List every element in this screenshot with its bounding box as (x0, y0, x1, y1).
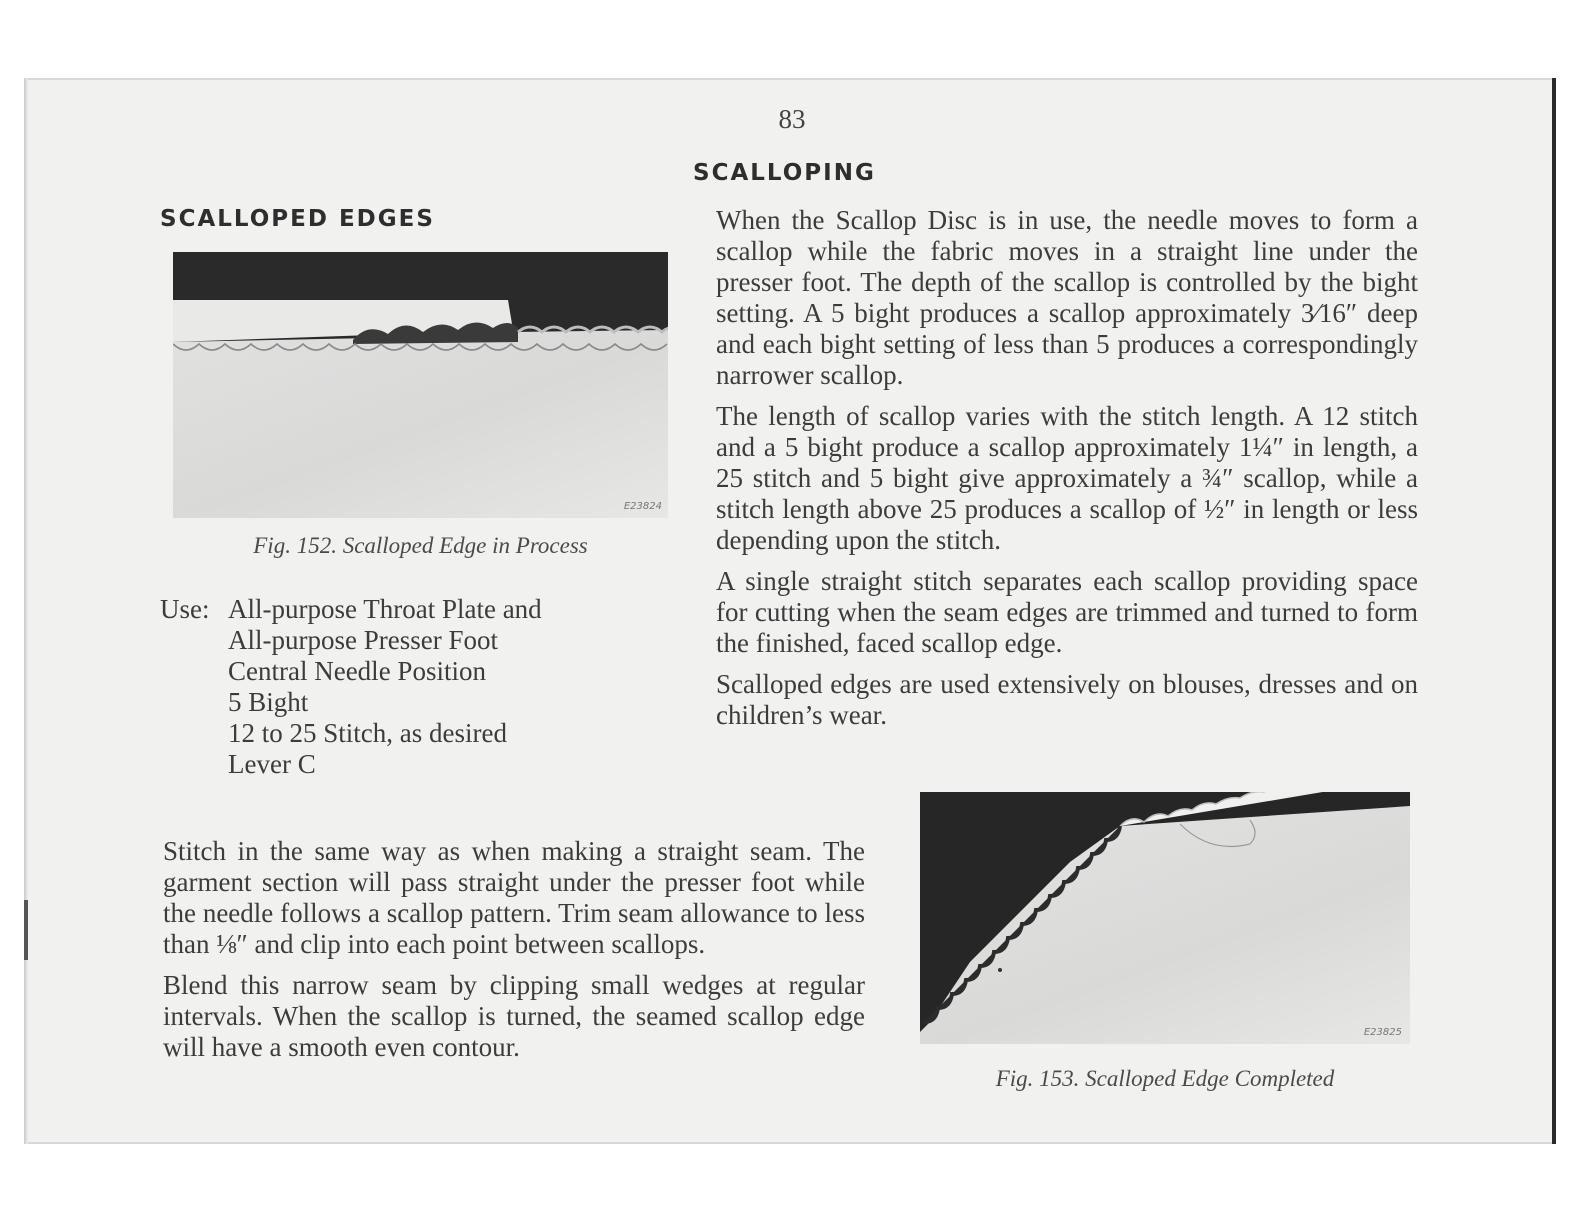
figure-153-code: E23825 (1363, 1027, 1402, 1038)
figure-152-photo (173, 252, 668, 518)
use-item: 5 Bight (228, 687, 309, 717)
use-list (228, 594, 688, 780)
page-number: 83 (778, 104, 806, 134)
figure-152-illustration (173, 252, 668, 518)
paragraph: A single straight stitch separates each scallop providing space for cutting when the seam edges are trimmed and turned to form the finished, faced scallop edge. (716, 566, 1418, 658)
use-item: 12 to 25 Stitch, as desired (228, 718, 507, 748)
stitching-instructions (163, 836, 865, 1073)
paragraph: Scalloped edges are used extensively on blouses, dresses and on children’s wear. (716, 669, 1418, 730)
figure-152-code: E23824 (623, 501, 662, 512)
page-left-edge (24, 78, 28, 1144)
heading-scalloped-edges: SCALLOPED EDGES (160, 206, 435, 232)
figure-153-photo (920, 792, 1410, 1044)
use-item: Lever C (228, 749, 316, 779)
page-right-edge (1552, 78, 1556, 1144)
use-item: All-purpose Throat Plate and (228, 594, 542, 624)
page-edge-mark (24, 900, 28, 960)
figure-153-caption: Fig. 153. Scalloped Edge Completed (995, 1066, 1335, 1091)
use-item: Central Needle Position (228, 656, 486, 686)
paragraph: Blend this narrow seam by clipping small wedges at regular intervals. When the scallop is turned, the seamed scallop edge will have a smooth even contour. (163, 970, 865, 1062)
use-item: All-purpose Presser Foot (228, 625, 498, 655)
use-label: Use: (160, 594, 210, 624)
figure-153-illustration (920, 792, 1410, 1044)
scalloping-text (716, 205, 1418, 741)
paragraph: When the Scallop Disc is in use, the needle moves to form a scallop while the fabric moves in a straight line under the presser foot. The depth of the scallop is controlled by the bight setting. A 5 bight produces a scallop approximately 3⁄16″ deep and each bight setting of less than 5 produces a correspondingly narrower scallop. (716, 205, 1418, 390)
paragraph: Stitch in the same way as when making a straight seam. The garment section will pass straight under the presser foot while the needle follows a scallop pattern. Trim seam allowance to less than ⅛″ and clip into each point between scallops. (163, 836, 865, 959)
paragraph: The length of scallop varies with the stitch length. A 12 stitch and a 5 bight produce a scallop approximately 1¼″ in length, a 25 stitch and 5 bight give approximately a ¾″ scallop, while a stitch length above 25 produces a scallop of ½″ in length or less depending upon the stitch. (716, 401, 1418, 555)
heading-scalloping: SCALLOPING (693, 160, 876, 186)
figure-152-caption: Fig. 152. Scalloped Edge in Process (253, 533, 588, 558)
